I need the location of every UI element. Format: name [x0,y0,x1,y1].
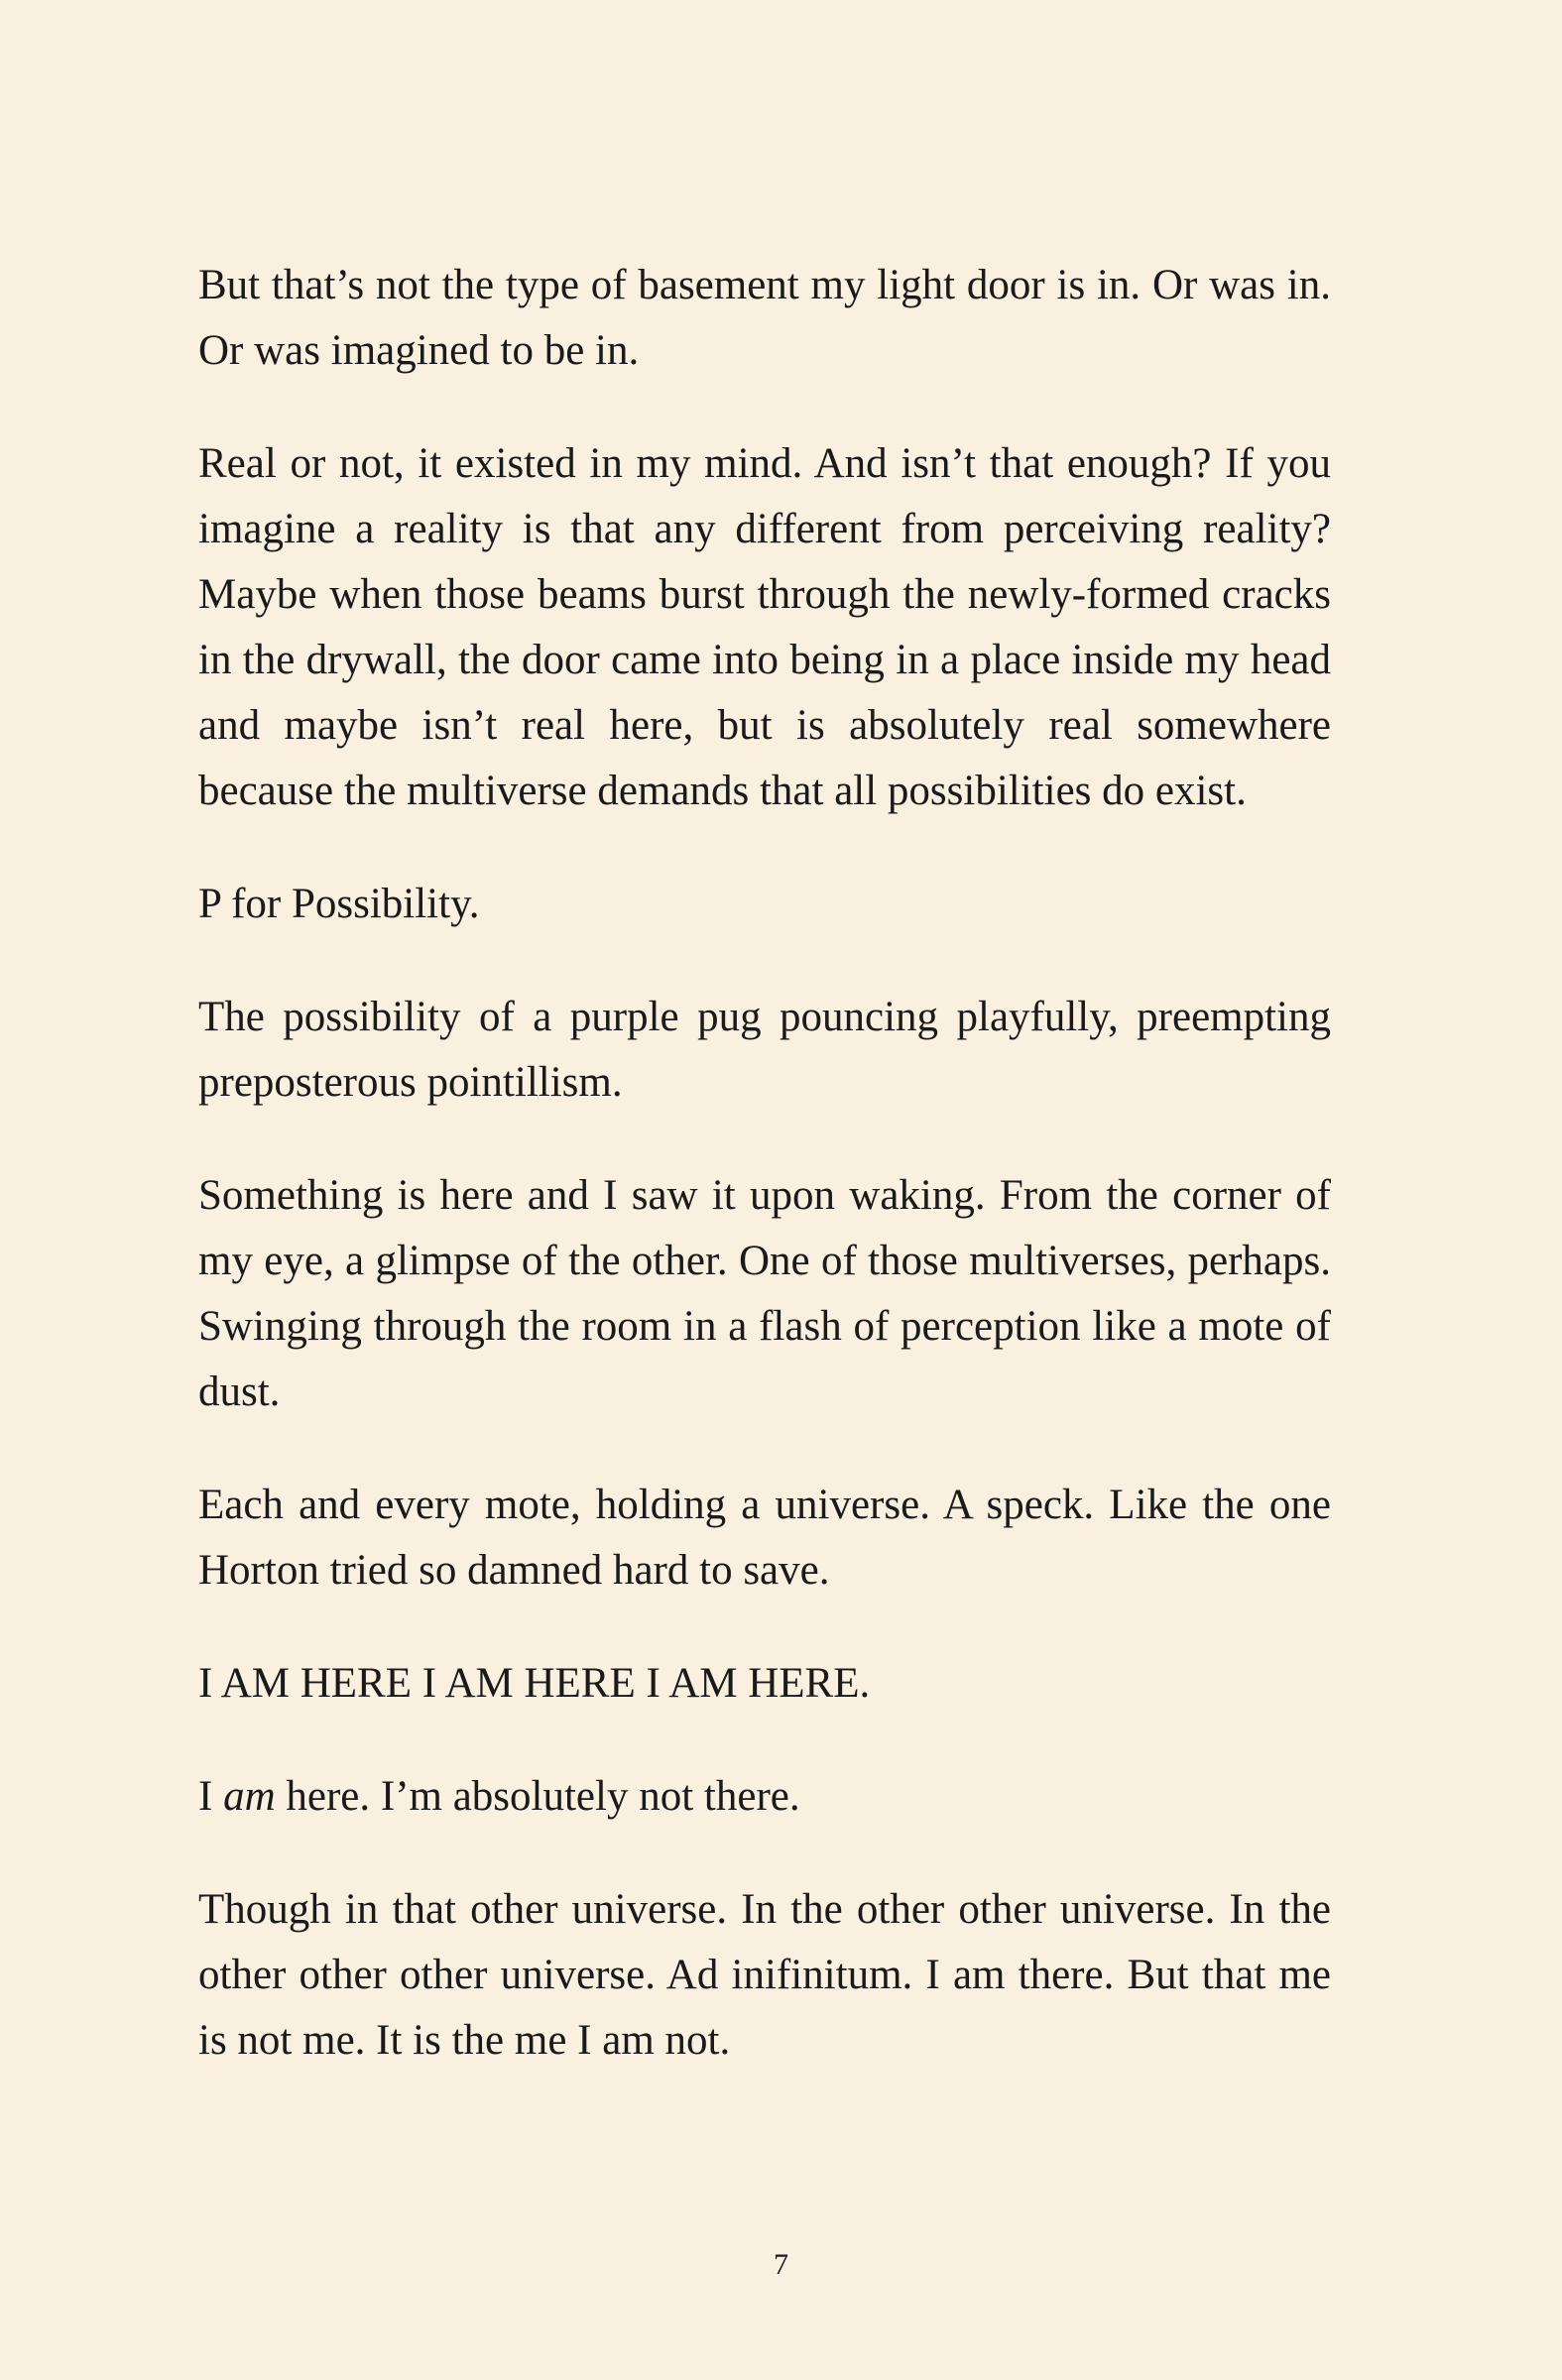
paragraph-5: Something is here and I saw it upon waking. From the corner of my eye, a glimpse of the other. One of those multiverses, perhaps. Swinging through the room in a flash of perception like a mote of dust. [198,1172,1331,1415]
page-number: 7 [774,2248,788,2281]
paragraph-7: I AM HERE I AM HERE I AM HERE. [198,1660,871,1707]
am-line-before: I [198,1773,224,1820]
page-body [198,253,1331,2121]
paragraph-4: The possibility of a purple pug pouncing playfully, preempting preposterous pointillism. [198,994,1331,1106]
am-line-emphasis: am [223,1773,276,1820]
paragraph-3: P for Possibility. [198,881,480,927]
paragraph-6: Each and every mote, holding a universe. A speck. Like the one Horton tried so damned hard to save. [198,1482,1331,1594]
paragraph-8 [198,1764,1331,1830]
paragraph-2: Real or not, it existed in my mind. And isn’t that enough? If you imagine a reality is that any different from perceiving reality? Maybe when those beams burst through the newly-formed cracks in the drywall, the door came into being in a place inside my head and maybe isn’t real here, but is absolutely real somewhere because the multiverse demands that all possibilities do exist. [198,440,1331,814]
am-line-after: here. I’m absolutely not there. [275,1773,800,1820]
paragraph-1: But that’s not the type of basement my light door is in. Or was in. Or was imagined to be in. [198,262,1331,374]
paragraph-9: Though in that other universe. In the other other universe. In the other other other universe. Ad inifinitum. I am there. But that me is not me. It is the me I am not. [198,1886,1331,2064]
